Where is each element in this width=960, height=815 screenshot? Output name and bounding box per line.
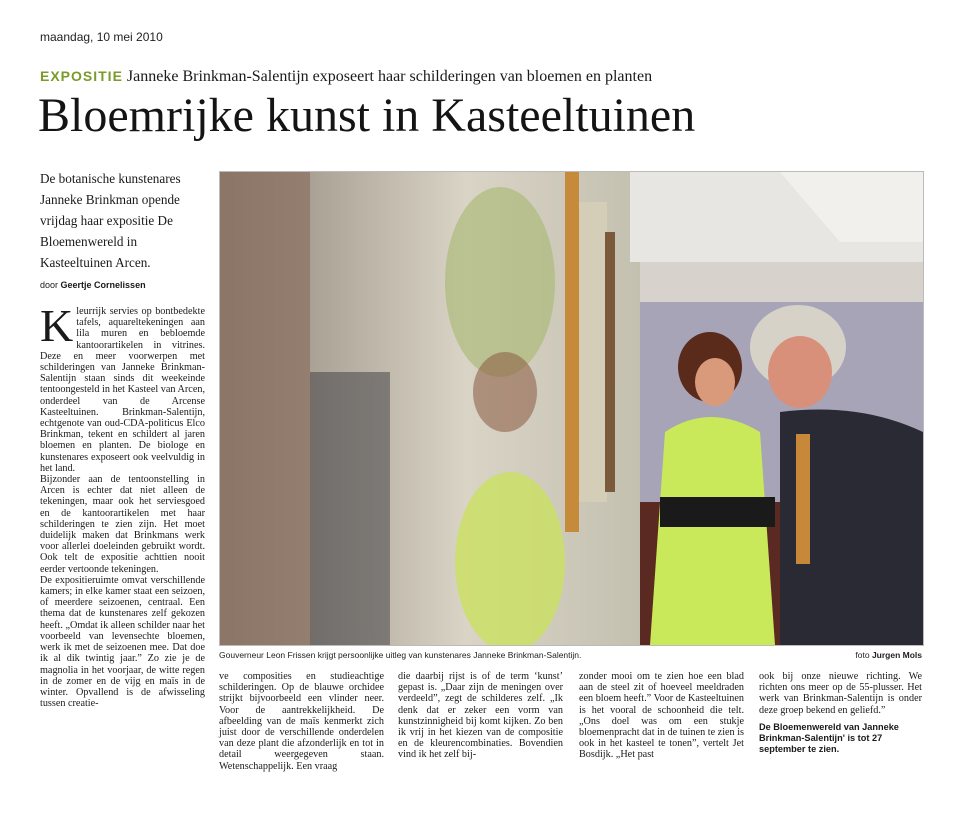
intro — [40, 168, 205, 273]
byline-prefix: door — [40, 280, 59, 290]
photo-illustration — [220, 172, 923, 645]
byline — [40, 280, 146, 290]
paragraph: Bijzonder aan de tentoonstelling in Arcen is echter dat niet alleen de tekeningen, maar ook het serviesgoed en de kantoorartikelen met haar schilderingen te zien zijn. Het moet duidelijk maken dat Brinkmans werk voor allerlei doeleinden gebruikt wordt. Ook telt de expositie achttien nooit eerder vertoonde tekeningen. — [40, 474, 205, 575]
intro-text: De botanische kunstenares Janneke Brinkman opende vrijdag haar expositie De Bloemenwereld in Kasteeltuinen Arcen. — [40, 171, 181, 270]
paragraph: De expositieruimte omvat verschillende kamers; in elke kamer staat een seizoen, of meerdere seizoenen, centraal. Een thema dat de kunstenares zelf gekozen heeft. „Omdat ik alleen schilder naar het voorbeeld van levensechte bloemen, werk ik met de seizoenen mee. Dat doe ik al dik twintig jaar.” Zo zie je de magnolia in het voorjaar, de witte regen in de zomer en de vijg en maïs in de winter. Opvallend is de afwisseling tussen creatie- — [40, 574, 205, 710]
caption-text: Gouverneur Leon Frissen krijgt persoonlijke uitleg van kunstenares Janneke Brinkman-Salentijn. — [219, 650, 582, 660]
photo-credit — [855, 650, 922, 660]
paragraph: leurrijk servies op bontbedekte tafels, aquareltekeningen aan lila muren en bebloemde kantoorartikelen in vitrines. Deze en meer voorwerpen met schilderingen van Janneke Brinkman-Salentijn staan sinds dit weekeinde tentoongesteld in het Kasteel van Arcen, onderdeel van de Arcense Kasteeltuinen. Brinkman-Salentijn, echtgenote van oud-CDA-politicus Elco Brinkman, tekent en schildert al jaren bloemen en planten. De biologe en kunstenares exposeert ook veelvuldig in het land. — [40, 306, 205, 474]
article-column-4 — [579, 671, 744, 761]
section-tag: EXPOSITIE — [40, 68, 123, 84]
paragraph: ook bij onze nieuwe richting. We richten ons meer op de 55-plusser. Het werk van Brinkman-Salentijn is onder deze groep bekend en geliefd.” — [759, 671, 922, 716]
article-photo — [219, 171, 924, 646]
photo-caption — [219, 650, 922, 660]
article-column-5 — [759, 671, 922, 755]
publication-date: maandag, 10 mei 2010 — [40, 30, 163, 44]
drop-cap: K — [40, 300, 74, 351]
credit-prefix: foto — [855, 650, 870, 660]
byline-author: Geertje Cornelissen — [60, 280, 146, 290]
article-column-2 — [219, 671, 384, 772]
headline: Bloemrijke kunst in Kasteeltuinen — [38, 89, 696, 142]
paragraph: ve composities en studieachtige schilderingen. Op de blauwe orchidee strijkt bijvoorbeeld een vlinder neer. Voor de aantrekkelijkheid. De afbeelding van de maïs kenmerkt zich juist door de verschillende onderdelen van deze plant die afzonderlijk en tot in detail weergegeven staan. Wetenschappelijk. Een vraag — [219, 671, 384, 772]
exhibition-info: De Bloemenwereld van Janneke Brinkman-Salentijn' is tot 27 september te zien. — [759, 721, 899, 754]
kicker-text: Janneke Brinkman-Salentijn exposeert haar schilderingen van bloemen en planten — [126, 68, 653, 85]
credit-name: Jurgen Mols — [871, 650, 922, 660]
paragraph: zonder mooi om te zien hoe een blad aan de steel zit of hoeveel meeldraden een bloem heeft.” Voor de Kasteeltuinen is het vooral de schoonheid die telt. „Ons doel was om een stukje bloemenpracht dat in de tuinen te zien is ook in het kasteel te tonen”, vertelt Jet Bosdijk. „Het past — [579, 671, 744, 761]
kicker — [40, 68, 652, 86]
paragraph: die daarbij rijst is of de term ‘kunst’ gepast is. „Daar zijn de meningen over verdeeld”, zegt de schilderes zelf. „Ik denk dat er zeker een vorm van kunstzinnigheid bij komt kijken. Zo ben ik vrij in het kiezen van de compositie en de kleurencombinaties. Bovendien vind ik het zelf bij- — [398, 671, 563, 761]
article-column-3 — [398, 671, 563, 761]
article-column-1 — [40, 300, 205, 710]
